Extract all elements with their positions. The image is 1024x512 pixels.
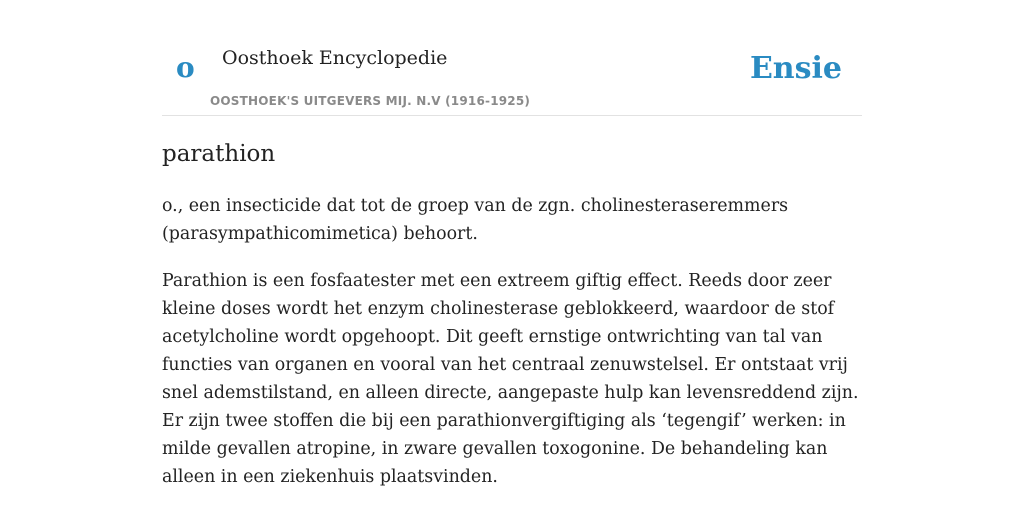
article-paragraph-1: o., een insecticide dat tot de groep van de zgn. cholinesteraseremmers (parasympathicomimetica) behoort. xyxy=(162,196,789,244)
header xyxy=(162,0,862,116)
site-logo[interactable]: o xyxy=(176,51,195,84)
brand-logo[interactable]: Ensie xyxy=(749,51,842,86)
site-subtitle: OOSTHOEK'S UITGEVERS MIJ. N.V (1916-1925) xyxy=(210,94,531,108)
site-title[interactable]: Oosthoek Encyclopedie xyxy=(222,47,448,69)
page xyxy=(162,0,862,512)
article-paragraph-2: Parathion is een fosfaatester met een extreem giftig effect. Reeds door zeer kleine doses wordt het enzym cholinesterase geblokkeerd, waardoor de stof acetylcholine wordt opgehoopt. Dit geeft ernstige ontwrichting van tal van functies van organen en vooral van het centraal zenuwstelsel. Er ontstaat vrij snel ademstilstand, en alleen directe, aangepaste hulp kan levensreddend zijn. Er zijn twee stoffen die bij een parathionvergiftiging als ‘tegengif’ werken: in milde gevallen atropine, in zware gevallen toxogonine. De behandeling kan alleen in een ziekenhuis plaatsvinden. xyxy=(162,271,859,487)
article-title: parathion xyxy=(162,141,276,167)
